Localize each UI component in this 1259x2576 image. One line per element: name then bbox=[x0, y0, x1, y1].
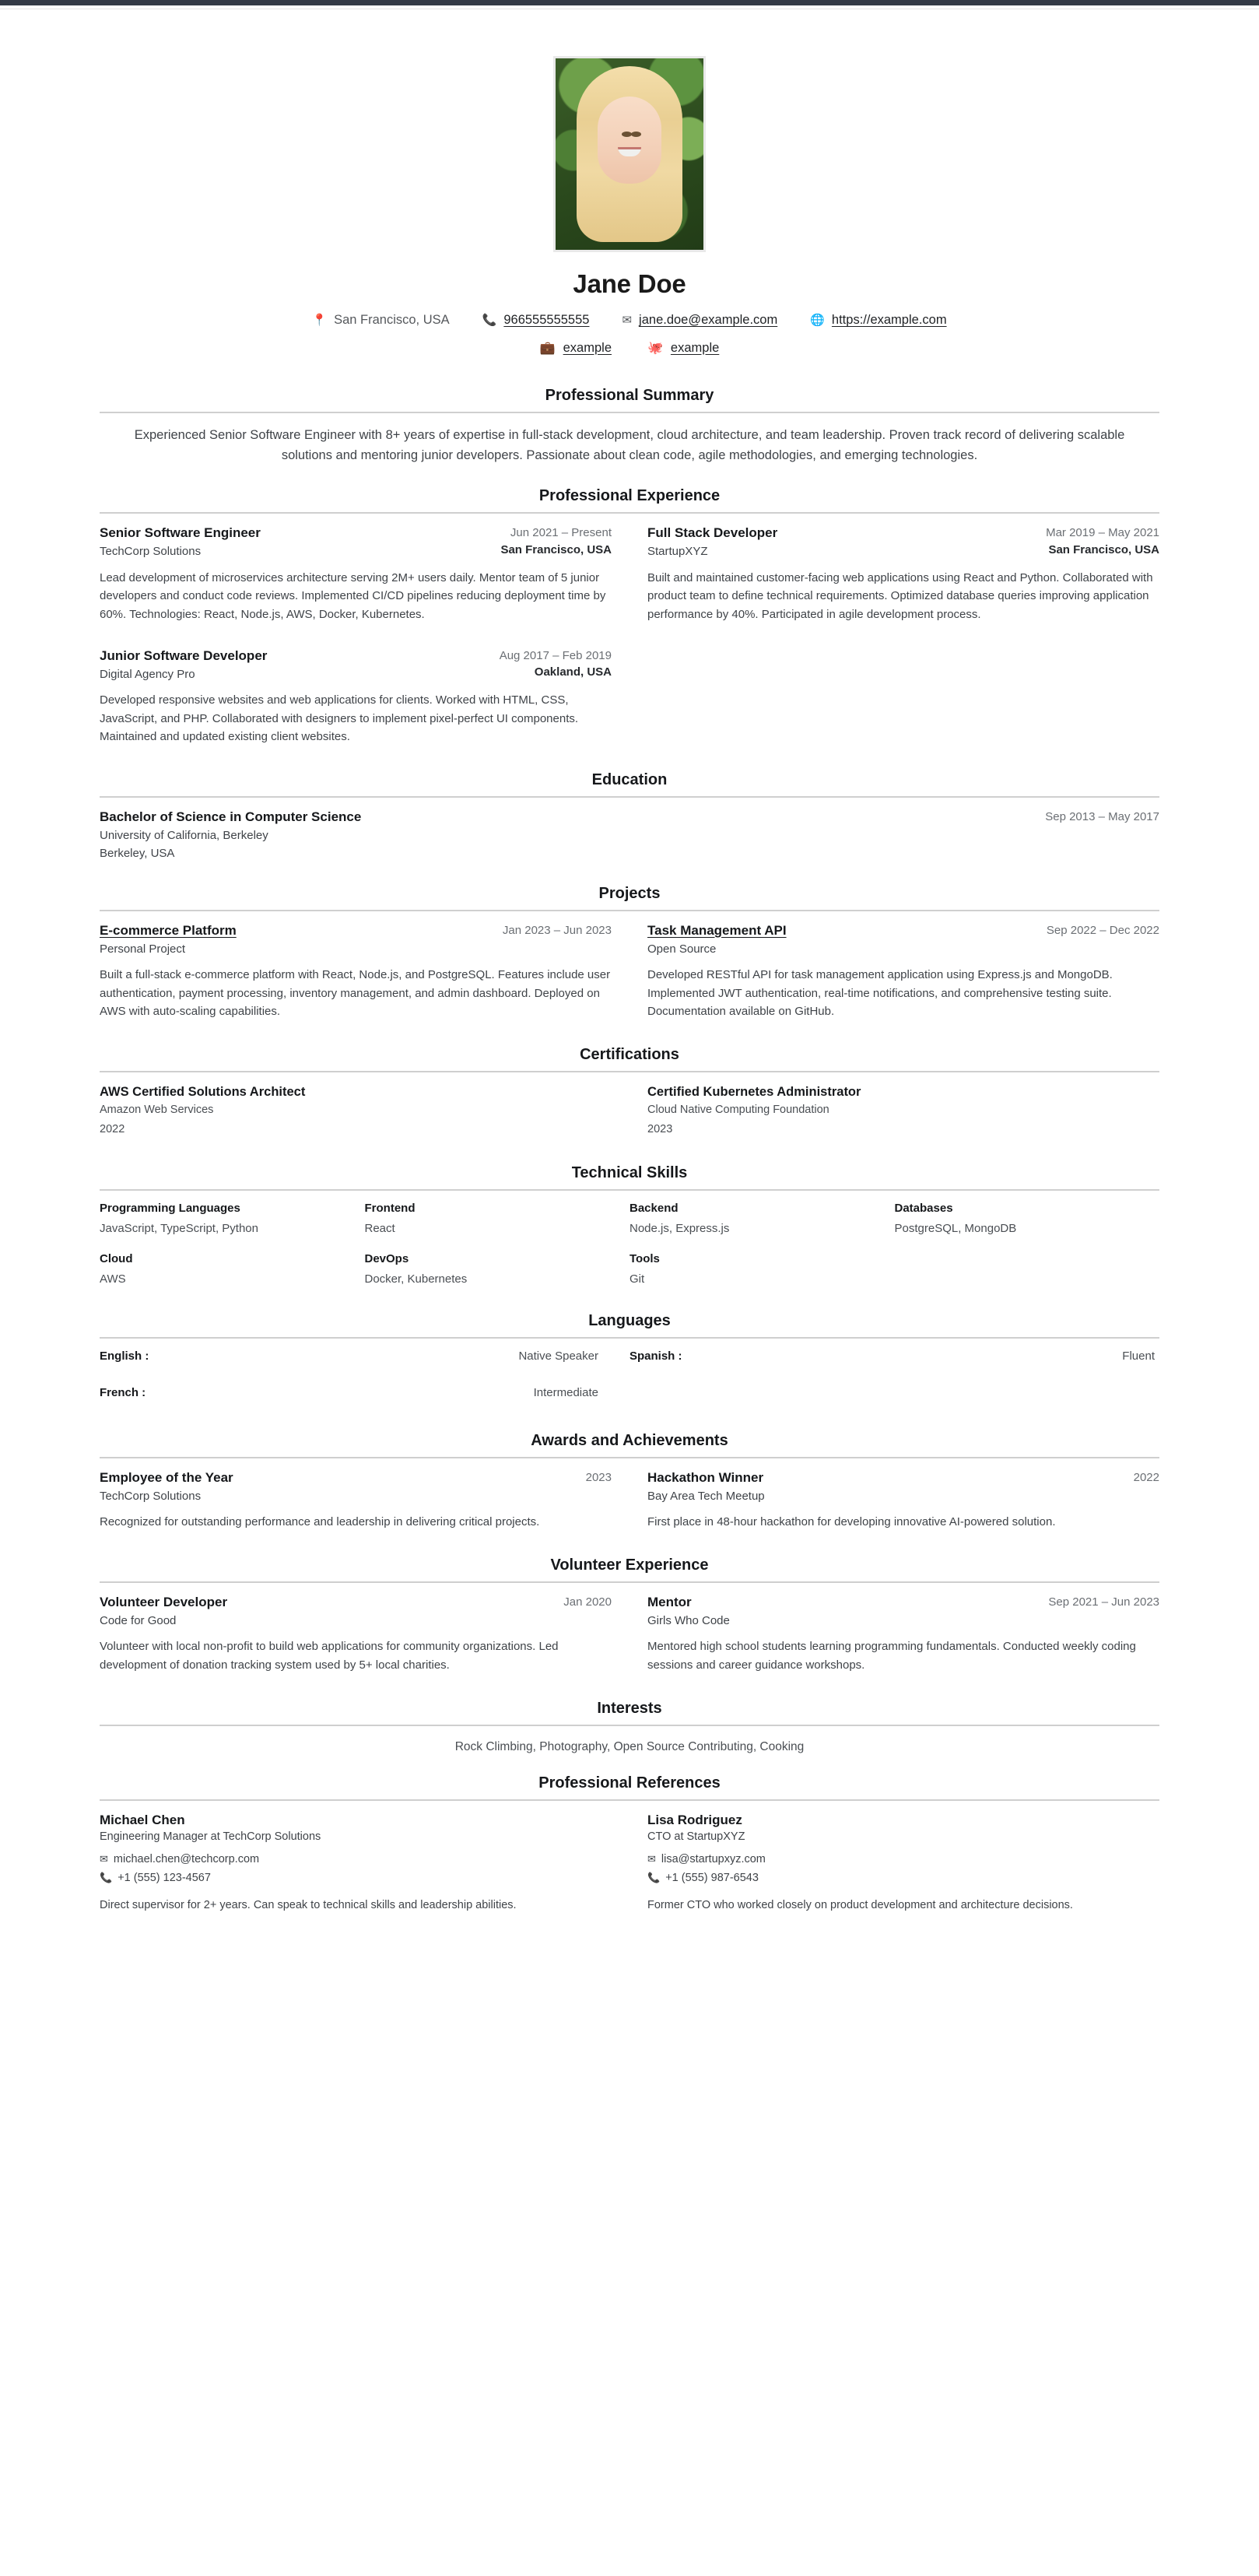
resume-document bbox=[0, 9, 1259, 2576]
skill-group bbox=[100, 1252, 365, 1286]
section-professional-summary bbox=[100, 381, 1159, 478]
reference-entry bbox=[647, 1812, 1159, 1914]
interests-text: Rock Climbing, Photography, Open Source Contributing, Cooking bbox=[454, 1739, 805, 1753]
reference-role: Engineering Manager at TechCorp Solutions bbox=[100, 1830, 321, 1844]
award-entry bbox=[647, 1469, 1159, 1532]
skill-values: JavaScript, TypeScript, Python bbox=[100, 1221, 258, 1235]
skill-group-empty bbox=[895, 1252, 1160, 1286]
experience-company: Digital Agency Pro bbox=[100, 667, 195, 681]
education-entry bbox=[100, 809, 1159, 862]
volunteer-entry bbox=[100, 1594, 612, 1675]
reference-contact bbox=[647, 1851, 1159, 1886]
section-technical-skills bbox=[100, 1158, 1159, 1303]
reference-note: Direct supervisor for 2+ years. Can speak to technical skills and leadership abilities. bbox=[100, 1898, 517, 1911]
skill-category: Tools bbox=[630, 1251, 660, 1265]
skill-category: Cloud bbox=[100, 1251, 133, 1265]
reference-contact bbox=[100, 1851, 612, 1886]
awards-row bbox=[100, 1469, 1159, 1547]
certification-issuer: Cloud Native Computing Foundation bbox=[647, 1104, 829, 1117]
avatar bbox=[553, 56, 706, 252]
skill-category: Frontend bbox=[364, 1201, 416, 1215]
section-divider bbox=[100, 1071, 1159, 1072]
award-col-left bbox=[100, 1469, 612, 1547]
volunteer-row bbox=[100, 1594, 1159, 1690]
volunteer-description: Mentored high school students learning programming fundamentals. Conducted weekly coding sessions and career guidance workshops. bbox=[647, 1640, 1136, 1672]
reference-col-right bbox=[647, 1812, 1159, 1930]
languages-grid bbox=[100, 1349, 1159, 1423]
skill-category: Programming Languages bbox=[100, 1201, 240, 1215]
section-heading: Professional Summary bbox=[545, 387, 714, 404]
certification-entry bbox=[100, 1083, 612, 1139]
language-level: Fluent bbox=[1122, 1349, 1155, 1363]
reference-phone[interactable]: +1 (555) 987-6543 bbox=[665, 1871, 759, 1884]
certification-col-right bbox=[647, 1083, 1159, 1155]
skill-category: DevOps bbox=[364, 1251, 409, 1265]
reference-email-line[interactable] bbox=[647, 1851, 1159, 1869]
certifications-row bbox=[100, 1083, 1159, 1155]
experience-role: Full Stack Developer bbox=[647, 525, 778, 541]
project-type: Open Source bbox=[647, 942, 717, 956]
reference-note: Former CTO who worked closely on product development and architecture decisions. bbox=[647, 1898, 1073, 1911]
reference-email-line[interactable] bbox=[100, 1851, 612, 1869]
language-item bbox=[630, 1349, 1159, 1363]
certification-entry bbox=[647, 1083, 1159, 1139]
volunteer-role: Volunteer Developer bbox=[100, 1594, 228, 1609]
award-col-right bbox=[647, 1469, 1159, 1547]
award-name: Employee of the Year bbox=[100, 1469, 233, 1485]
experience-dates: Jun 2021 – Present bbox=[510, 526, 612, 540]
phone-icon: 📞 bbox=[100, 1871, 113, 1883]
award-year: 2023 bbox=[585, 1470, 612, 1484]
award-issuer: TechCorp Solutions bbox=[100, 1489, 202, 1503]
section-awards-and-achievements bbox=[100, 1426, 1159, 1547]
section-divider bbox=[100, 1581, 1159, 1583]
reference-entry bbox=[100, 1812, 612, 1914]
section-heading: Professional References bbox=[538, 1774, 721, 1792]
section-heading: Professional Experience bbox=[538, 487, 721, 505]
section-heading: Technical Skills bbox=[571, 1163, 688, 1181]
social-linkedin[interactable] bbox=[540, 340, 612, 356]
language-item-empty bbox=[630, 1386, 1159, 1399]
section-heading: Awards and Achievements bbox=[531, 1431, 728, 1449]
section-heading: Volunteer Experience bbox=[550, 1556, 709, 1574]
skill-group bbox=[895, 1202, 1160, 1235]
volunteer-col-left bbox=[100, 1594, 612, 1690]
contact-location bbox=[312, 313, 449, 328]
experience-col-left bbox=[100, 525, 612, 640]
skill-group bbox=[630, 1202, 895, 1235]
volunteer-org: Code for Good bbox=[100, 1613, 177, 1627]
language-level: Intermediate bbox=[533, 1385, 598, 1399]
section-divider bbox=[100, 512, 1159, 514]
project-dates: Jan 2023 – Jun 2023 bbox=[502, 923, 612, 937]
page-title: Jane Doe bbox=[573, 269, 686, 298]
experience-role: Junior Software Developer bbox=[100, 648, 268, 663]
experience-role: Senior Software Engineer bbox=[100, 525, 261, 541]
contact-email[interactable] bbox=[622, 313, 777, 328]
skill-values: Git bbox=[630, 1272, 645, 1286]
experience-entry bbox=[100, 648, 612, 747]
photo-mouth bbox=[618, 147, 641, 156]
section-divider bbox=[100, 1457, 1159, 1458]
language-name: French : bbox=[100, 1385, 146, 1399]
experience-description: Developed responsive websites and web applications for clients. Worked with HTML, CSS, JavaScript, and PHP. Collaborated with designers to implement pixel-perfect UI components. Maintained and updated existing client websites. bbox=[100, 693, 579, 744]
contact-website-link[interactable]: https://example.com bbox=[831, 313, 947, 327]
experience-company: StartupXYZ bbox=[647, 545, 708, 559]
volunteer-dates: Sep 2021 – Jun 2023 bbox=[1048, 1595, 1159, 1609]
experience-col-right bbox=[647, 525, 1159, 640]
contact-phone-link[interactable]: 966555555555 bbox=[503, 313, 590, 327]
briefcase-icon: 💼 bbox=[539, 342, 556, 355]
octopus-github-icon: 🐙 bbox=[647, 342, 663, 355]
language-item bbox=[100, 1349, 630, 1363]
section-languages bbox=[100, 1306, 1159, 1423]
contact-website[interactable] bbox=[810, 313, 946, 328]
education-location: Berkeley, USA bbox=[100, 847, 175, 861]
skill-values: PostgreSQL, MongoDB bbox=[894, 1221, 1017, 1235]
phone-icon: 📞 bbox=[482, 314, 497, 327]
section-heading: Education bbox=[591, 771, 668, 789]
skill-values: AWS bbox=[100, 1272, 126, 1286]
section-divider bbox=[100, 796, 1159, 798]
certification-name: Certified Kubernetes Administrator bbox=[647, 1085, 861, 1100]
section-heading: Certifications bbox=[580, 1046, 679, 1064]
projects-col-right bbox=[647, 922, 1159, 1037]
section-professional-experience bbox=[100, 481, 1159, 762]
language-name: English : bbox=[100, 1349, 149, 1363]
language-name: Spanish : bbox=[630, 1349, 682, 1363]
skill-values: Docker, Kubernetes bbox=[364, 1272, 468, 1286]
certification-issuer: Amazon Web Services bbox=[100, 1104, 214, 1117]
project-description: Developed RESTful API for task management application using Express.js and MongoDB. Implemented JWT authentication, real-time notifications, and comprehensive testing suite. Documentation available on GitHub. bbox=[647, 968, 1113, 1019]
email-icon: ✉ bbox=[622, 314, 633, 327]
volunteer-entry bbox=[647, 1594, 1159, 1675]
section-heading: Projects bbox=[598, 884, 661, 902]
section-heading: Interests bbox=[597, 1699, 662, 1717]
section-projects bbox=[100, 879, 1159, 1037]
education-degree: Bachelor of Science in Computer Science bbox=[100, 809, 362, 825]
skill-category: Databases bbox=[894, 1201, 953, 1215]
volunteer-role: Mentor bbox=[647, 1594, 692, 1609]
experience-location: San Francisco, USA bbox=[1048, 542, 1159, 556]
experience-dates: Aug 2017 – Feb 2019 bbox=[499, 648, 612, 662]
contact-row bbox=[100, 313, 1159, 328]
phone-icon: 📞 bbox=[647, 1871, 661, 1883]
volunteer-dates: Jan 2020 bbox=[563, 1595, 612, 1609]
award-issuer: Bay Area Tech Meetup bbox=[647, 1489, 765, 1503]
section-divider bbox=[100, 910, 1159, 911]
volunteer-col-right bbox=[647, 1594, 1159, 1690]
section-divider bbox=[100, 1189, 1159, 1191]
certification-name: AWS Certified Solutions Architect bbox=[100, 1085, 306, 1100]
reference-phone-line[interactable] bbox=[100, 1869, 612, 1887]
projects-row bbox=[100, 922, 1159, 1037]
skill-values: Node.js, Express.js bbox=[630, 1221, 730, 1235]
project-description: Built a full-stack e-commerce platform with React, Node.js, and PostgreSQL. Features include user authentication, payment processing, inventory management, and admin dashboard. Deployed on AWS with auto-scaling capabilities. bbox=[100, 968, 611, 1019]
award-entry bbox=[100, 1469, 612, 1532]
certification-year: 2023 bbox=[647, 1122, 673, 1135]
reference-name: Michael Chen bbox=[100, 1812, 185, 1827]
email-icon: ✉ bbox=[100, 1853, 108, 1865]
experience-location: San Francisco, USA bbox=[500, 542, 612, 556]
project-type: Personal Project bbox=[100, 942, 186, 956]
section-divider bbox=[100, 412, 1159, 413]
contact-email-link[interactable]: jane.doe@example.com bbox=[639, 313, 778, 327]
project-name-link[interactable]: Task Management API bbox=[647, 922, 787, 938]
project-name-link[interactable]: E-commerce Platform bbox=[100, 922, 237, 938]
globe-icon: 🌐 bbox=[810, 314, 825, 327]
section-professional-references bbox=[100, 1768, 1159, 1930]
experience-col-right-empty bbox=[647, 648, 1159, 763]
language-level: Native Speaker bbox=[518, 1349, 598, 1363]
social-github[interactable] bbox=[647, 340, 719, 356]
experience-entry bbox=[100, 525, 612, 624]
award-year: 2022 bbox=[1133, 1470, 1159, 1484]
volunteer-description: Volunteer with local non-profit to build web applications for community organizations. Led development of donation tracking system used by 5+ local charities. bbox=[100, 1640, 559, 1672]
award-name: Hackathon Winner bbox=[647, 1469, 764, 1485]
skill-group bbox=[365, 1252, 630, 1286]
social-linkedin-link[interactable]: example bbox=[563, 340, 612, 355]
reference-email[interactable]: michael.chen@techcorp.com bbox=[113, 1853, 260, 1866]
experience-entry bbox=[647, 525, 1159, 624]
reference-phone-line[interactable] bbox=[647, 1869, 1159, 1887]
experience-col-left bbox=[100, 648, 612, 763]
contact-location-text: San Francisco, USA bbox=[334, 313, 450, 327]
education-dates: Sep 2013 – May 2017 bbox=[1045, 810, 1159, 824]
summary-text: Experienced Senior Software Engineer with 8+ years of expertise in full-stack development, cloud architecture, and team leadership. Proven track record of delivering scalable solutions and mentoring junior developers. Passionate about clean code, agile methodologies, and emerging technologies. bbox=[134, 428, 1125, 462]
award-description: First place in 48-hour hackathon for developing innovative AI-powered solution. bbox=[647, 1515, 1056, 1529]
experience-row-1 bbox=[100, 525, 1159, 640]
project-entry bbox=[647, 922, 1159, 1022]
education-school: University of California, Berkeley bbox=[100, 829, 268, 843]
experience-row-2 bbox=[100, 648, 1159, 763]
certification-col-left bbox=[100, 1083, 612, 1155]
browser-chrome-bar bbox=[0, 0, 1259, 5]
experience-dates: Mar 2019 – May 2021 bbox=[1046, 526, 1159, 540]
experience-description: Built and maintained customer-facing web applications using React and Python. Collaborated with product team to define technical requirements. Optimized database queries improving application performance by 40%. Participated in agile development process. bbox=[647, 570, 1153, 621]
location-pin-icon: 📍 bbox=[312, 314, 328, 327]
social-links-row bbox=[100, 340, 1159, 356]
experience-location: Oakland, USA bbox=[534, 665, 612, 679]
reference-email[interactable]: lisa@startupxyz.com bbox=[661, 1853, 766, 1866]
experience-description: Lead development of microservices architecture serving 2M+ users daily. Mentor team of 5 junior developers and conduct code reviews. Implemented CI/CD pipelines reducing deployment time by 60%. Technologies: React, Node.js, AWS, Docker, Kubernetes. bbox=[100, 570, 606, 621]
award-description: Recognized for outstanding performance and leadership in delivering critical projects. bbox=[100, 1515, 540, 1529]
certification-year: 2022 bbox=[100, 1122, 125, 1135]
section-divider bbox=[100, 1337, 1159, 1339]
section-divider bbox=[100, 1799, 1159, 1801]
section-divider bbox=[100, 1725, 1159, 1726]
references-row bbox=[100, 1812, 1159, 1930]
language-item bbox=[100, 1386, 630, 1399]
spacer bbox=[100, 640, 1159, 648]
reference-name: Lisa Rodriguez bbox=[647, 1812, 742, 1827]
section-interests bbox=[100, 1693, 1159, 1765]
volunteer-org: Girls Who Code bbox=[647, 1613, 730, 1627]
skill-group bbox=[365, 1202, 630, 1235]
reference-phone[interactable]: +1 (555) 123-4567 bbox=[117, 1871, 211, 1884]
profile-photo-container bbox=[100, 56, 1159, 252]
project-dates: Sep 2022 – Dec 2022 bbox=[1046, 923, 1159, 937]
contact-phone[interactable] bbox=[482, 313, 590, 328]
reference-col-left bbox=[100, 1812, 612, 1930]
section-volunteer-experience bbox=[100, 1550, 1159, 1690]
email-icon: ✉ bbox=[647, 1853, 656, 1865]
section-heading: Languages bbox=[588, 1311, 671, 1329]
photo-eye-right bbox=[631, 132, 641, 137]
section-certifications bbox=[100, 1040, 1159, 1155]
projects-col-left bbox=[100, 922, 612, 1037]
reference-role: CTO at StartupXYZ bbox=[647, 1830, 745, 1844]
skill-values: React bbox=[364, 1221, 395, 1235]
section-education bbox=[100, 765, 1159, 862]
experience-company: TechCorp Solutions bbox=[100, 545, 202, 559]
skill-category: Backend bbox=[630, 1201, 679, 1215]
skills-grid bbox=[100, 1202, 1159, 1303]
skill-group bbox=[100, 1202, 365, 1235]
social-github-link[interactable]: example bbox=[670, 340, 720, 355]
skill-group bbox=[630, 1252, 895, 1286]
photo-face bbox=[598, 97, 661, 184]
project-entry bbox=[100, 922, 612, 1022]
